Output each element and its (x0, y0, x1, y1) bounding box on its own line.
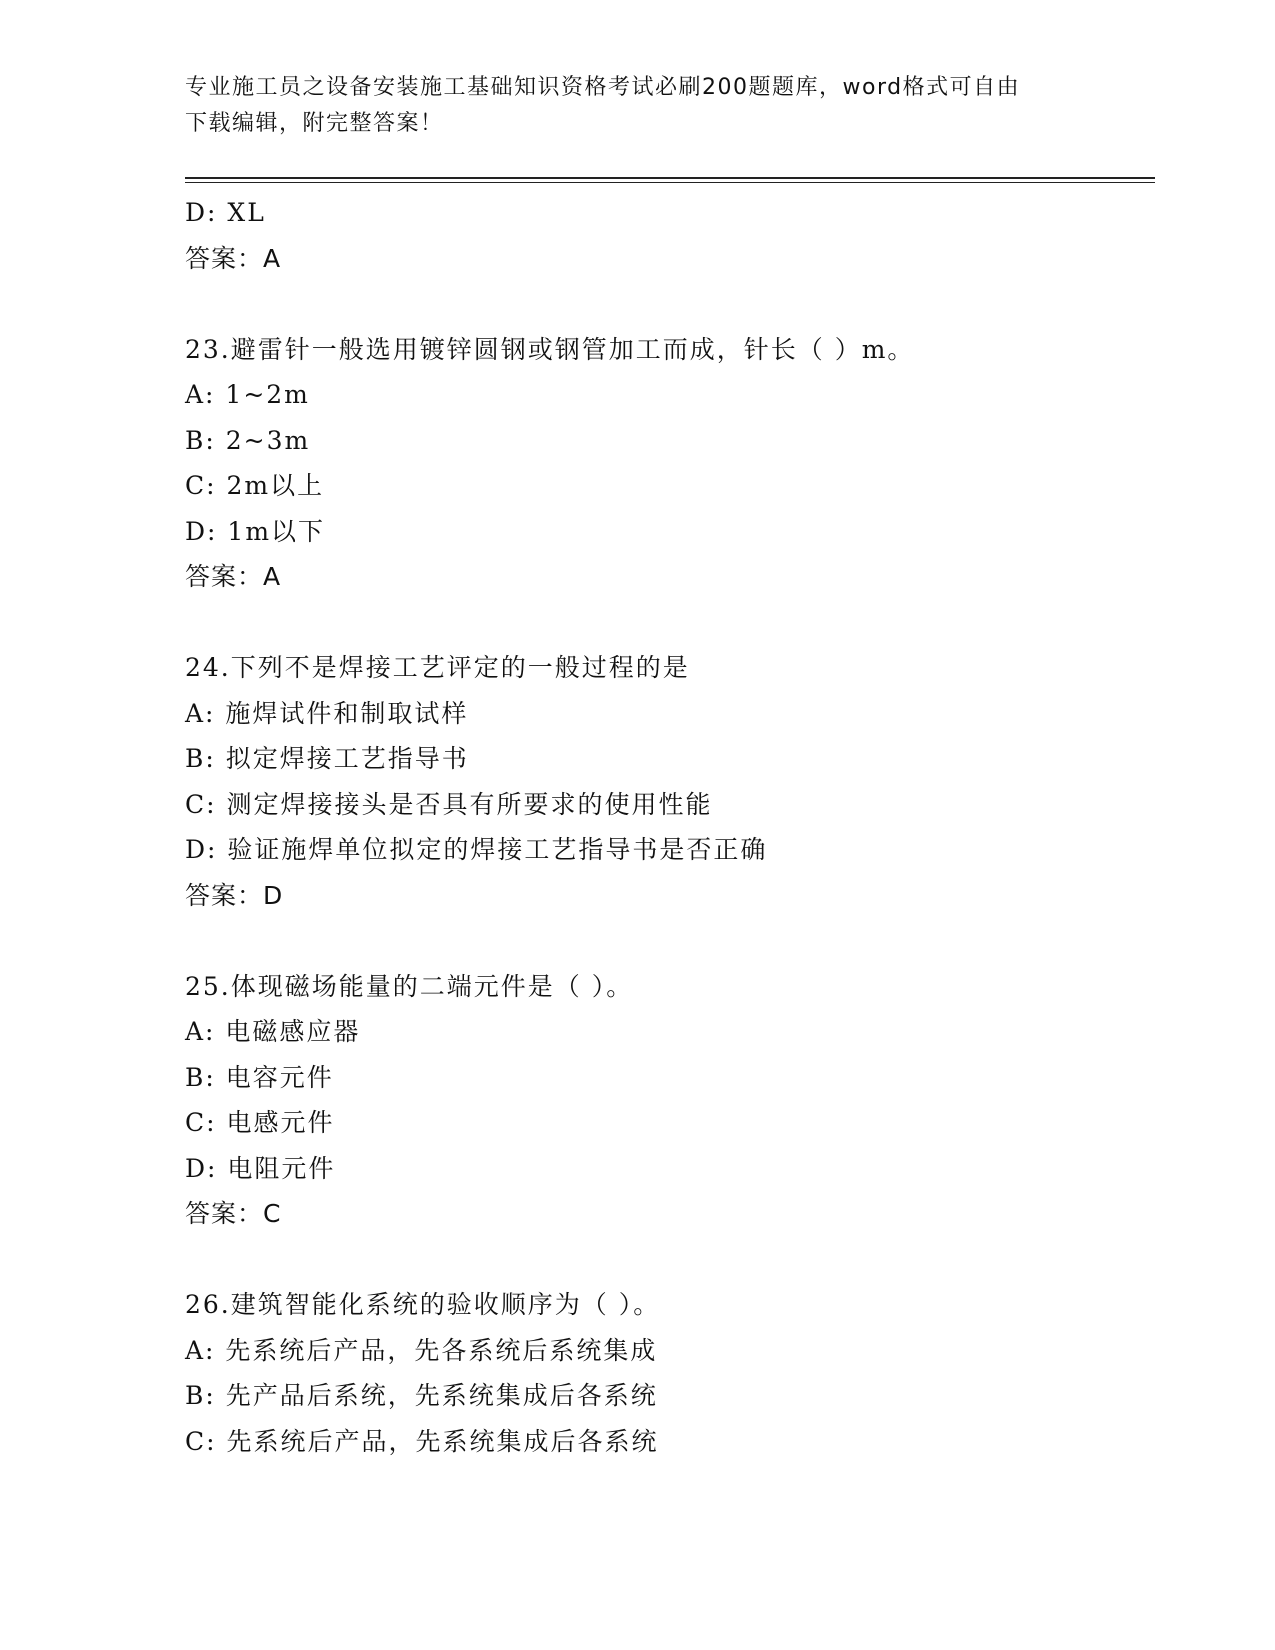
question-24-option-a: A: 施焊试件和制取试样 (185, 698, 469, 728)
header-title-line-2: 下载编辑，附完整答案！ (185, 111, 444, 136)
question-24-option-d: D: 验证施焊单位拟定的焊接工艺指导书是否正确 (185, 835, 768, 864)
question-26-option-b: B: 先产品后系统，先系统集成后各系统 (185, 1381, 658, 1410)
question-26-stem: 26.建筑智能化系统的验收顺序为（ ）。 (185, 1290, 661, 1319)
previous-question-answer: 答案：A (185, 243, 282, 273)
question-26-option-a: A: 先系统后产品，先各系统后系统集成 (185, 1335, 658, 1365)
question-25-option-a: A: 电磁感应器 (185, 1017, 361, 1046)
question-25-option-b: B: 电容元件 (185, 1062, 334, 1092)
spacer (185, 281, 1155, 327)
spacer (185, 1237, 1155, 1283)
question-25-stem: 25.体现磁场能量的二端元件是（ ）。 (185, 971, 634, 1001)
question-23-option-b: B: 2~3m (185, 425, 311, 455)
question-23-stem: 23.避雷针一般选用镀锌圆钢或钢管加工而成，针长（ ）m。 (185, 334, 915, 364)
question-26-option-c: C: 先系统后产品，先系统集成后各系统 (185, 1426, 659, 1456)
question-24-answer: 答案：D (185, 880, 284, 910)
question-24-option-b: B: 拟定焊接工艺指导书 (185, 744, 469, 773)
question-25-option-c: C: 电感元件 (185, 1108, 335, 1137)
question-23-option-c: C: 2m以上 (185, 471, 325, 500)
question-25-answer: 答案：C (185, 1199, 282, 1228)
document-header (185, 70, 1065, 142)
header-divider (185, 177, 1155, 183)
question-24-stem: 24.下列不是焊接工艺评定的一般过程的是 (185, 653, 690, 682)
question-23-option-a: A: 1~2m (185, 380, 310, 409)
previous-question-option-d: D: XL (185, 198, 266, 227)
question-25-option-d: D: 电阻元件 (185, 1153, 336, 1183)
header-title-line-1: 专业施工员之设备安装施工基础知识资格考试必刷200题题库，word格式可自由 (185, 75, 1021, 100)
question-23-option-d: D: 1m以下 (185, 516, 326, 546)
question-24-option-c: C: 测定焊接接头是否具有所要求的使用性能 (185, 789, 713, 819)
spacer (185, 600, 1155, 646)
spacer (185, 918, 1155, 964)
question-23-answer: 答案：A (185, 562, 282, 591)
question-list (185, 190, 1155, 1464)
